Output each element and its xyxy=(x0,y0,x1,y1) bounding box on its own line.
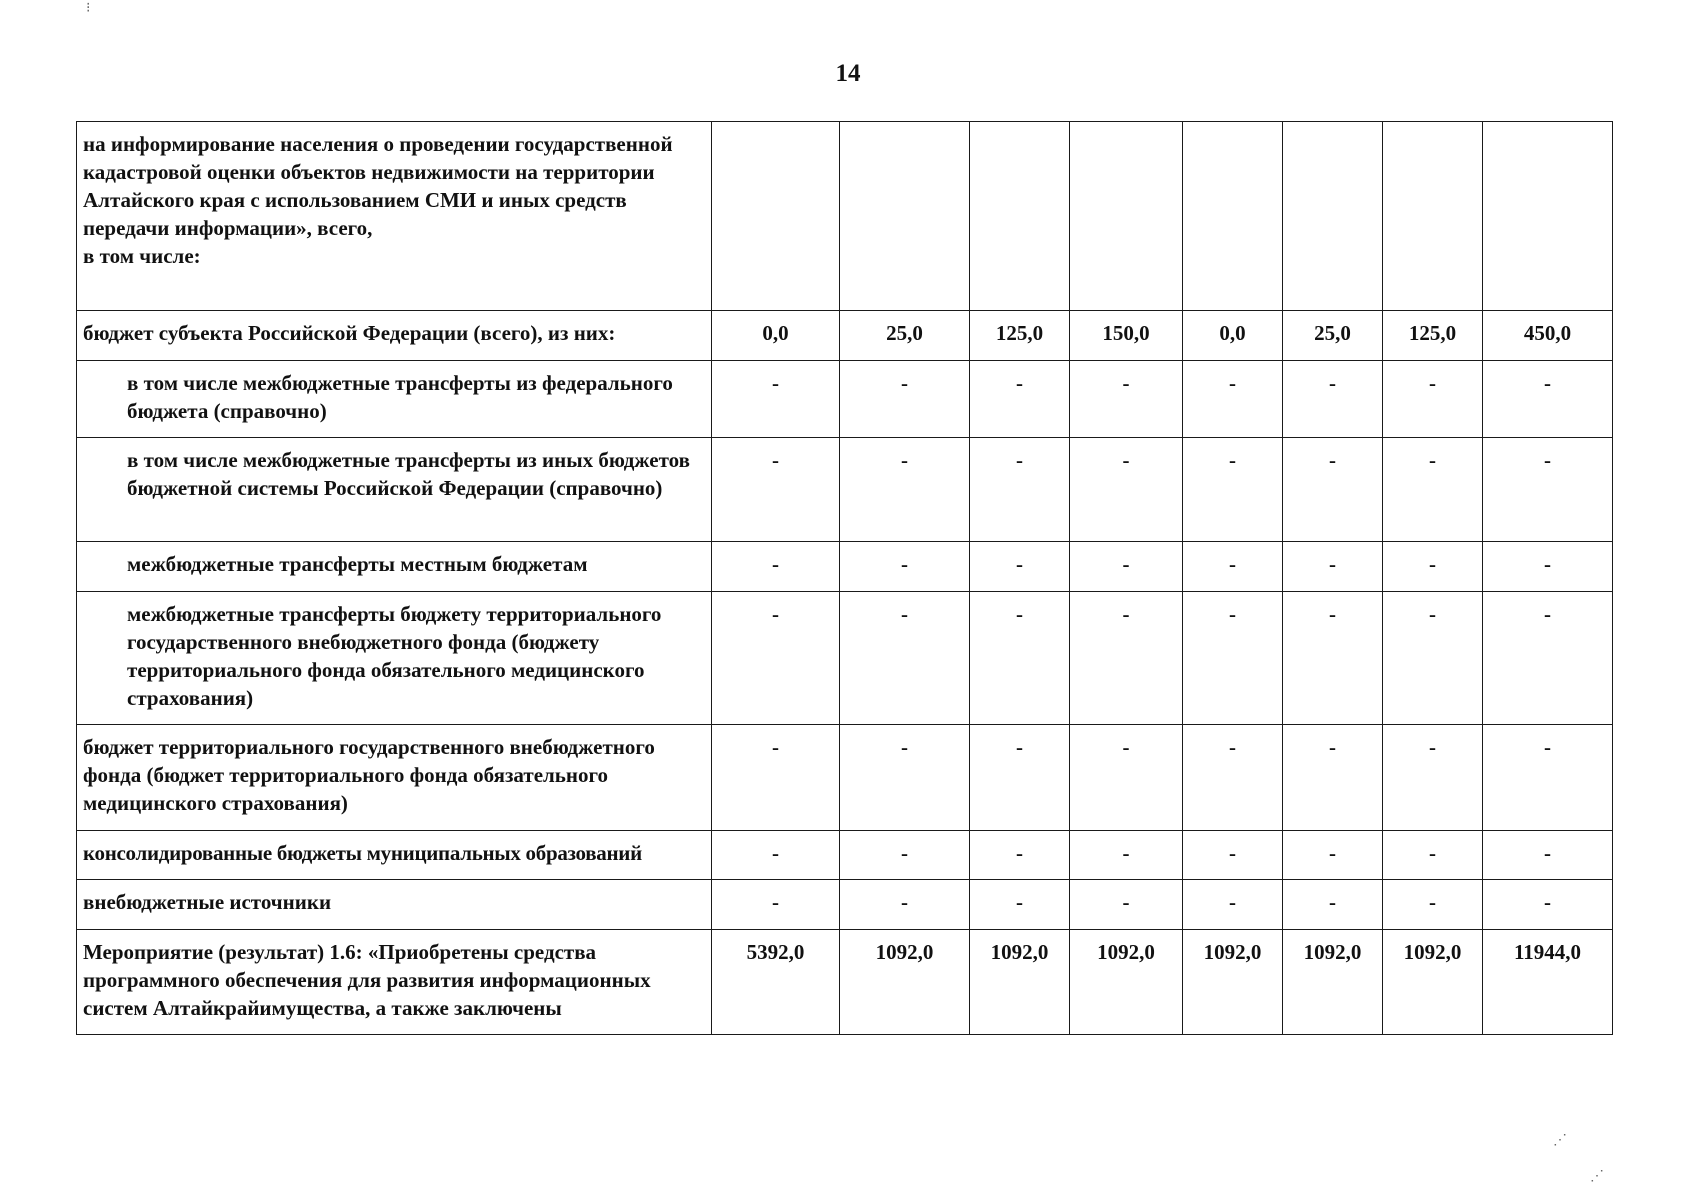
value-cell: 5392,0 xyxy=(712,930,840,1035)
row-label: бюджет субъекта Российской Федерации (всего), из них: xyxy=(77,311,712,361)
value-cell: 1092,0 xyxy=(970,930,1070,1035)
value-cell: - xyxy=(712,592,840,725)
value-cell: - xyxy=(1070,831,1183,880)
scan-speck: ⋰ xyxy=(1590,1169,1604,1184)
value-cell: - xyxy=(1183,361,1283,438)
value-cell: - xyxy=(840,438,970,542)
value-cell: - xyxy=(840,542,970,592)
value-cell: - xyxy=(970,725,1070,831)
value-cell: - xyxy=(1483,361,1613,438)
row-label: в том числе межбюджетные трансферты из федерального бюджета (справочно) xyxy=(77,361,712,438)
table-row xyxy=(77,831,1613,880)
value-cell: - xyxy=(970,542,1070,592)
value-cell: 125,0 xyxy=(1383,311,1483,361)
value-cell: - xyxy=(1383,592,1483,725)
value-cell: 0,0 xyxy=(712,311,840,361)
value-cell: 1092,0 xyxy=(1070,930,1183,1035)
row-label: межбюджетные трансферты местным бюджетам xyxy=(77,542,712,592)
value-cell: - xyxy=(1070,880,1183,930)
value-cell: - xyxy=(840,361,970,438)
value-cell: - xyxy=(712,361,840,438)
value-cell: - xyxy=(1383,725,1483,831)
value-cell: 150,0 xyxy=(1070,311,1183,361)
value-cell: - xyxy=(1283,542,1383,592)
value-cell: - xyxy=(712,831,840,880)
value-cell: 1092,0 xyxy=(1183,930,1283,1035)
value-cell xyxy=(970,122,1070,311)
value-cell: - xyxy=(1070,542,1183,592)
scan-speck: ⁝ xyxy=(86,1,91,16)
value-cell: - xyxy=(1483,542,1613,592)
scan-speck: ⋰ xyxy=(1553,1133,1567,1148)
value-cell: 125,0 xyxy=(970,311,1070,361)
row-label: бюджет территориального государственного внебюджетного фонда (бюджет территориального фонда обязательного медицинского страхования) xyxy=(77,725,712,831)
value-cell: - xyxy=(1283,831,1383,880)
table-row xyxy=(77,930,1613,1035)
value-cell: - xyxy=(1283,592,1383,725)
value-cell: - xyxy=(1070,361,1183,438)
table-row xyxy=(77,880,1613,930)
value-cell: - xyxy=(970,592,1070,725)
table-row xyxy=(77,725,1613,831)
value-cell: - xyxy=(1283,361,1383,438)
table-row xyxy=(77,438,1613,542)
value-cell: 25,0 xyxy=(1283,311,1383,361)
value-cell: - xyxy=(1183,542,1283,592)
value-cell: - xyxy=(970,361,1070,438)
value-cell: - xyxy=(1283,880,1383,930)
row-label: внебюджетные источники xyxy=(77,880,712,930)
row-label: на информирование населения о проведении государственной кадастровой оценки объектов недвижимости на территории Алтайского края с использованием СМИ и иных средств передачи информации», всего, в том числе: xyxy=(77,122,712,311)
table-row xyxy=(77,542,1613,592)
value-cell: - xyxy=(712,880,840,930)
value-cell: 450,0 xyxy=(1483,311,1613,361)
value-cell: - xyxy=(712,542,840,592)
row-label: межбюджетные трансферты бюджету территориального государственного внебюджетного фонда (бюджету территориального фонда обязательного медицинского страхования) xyxy=(77,592,712,725)
value-cell: - xyxy=(970,438,1070,542)
value-cell: 25,0 xyxy=(840,311,970,361)
value-cell: - xyxy=(1070,438,1183,542)
table-row xyxy=(77,361,1613,438)
value-cell: - xyxy=(1483,725,1613,831)
value-cell: - xyxy=(1283,438,1383,542)
value-cell xyxy=(840,122,970,311)
value-cell: - xyxy=(1383,880,1483,930)
value-cell: - xyxy=(1383,438,1483,542)
value-cell: - xyxy=(970,880,1070,930)
value-cell: - xyxy=(1283,725,1383,831)
value-cell: - xyxy=(1383,542,1483,592)
value-cell: - xyxy=(1183,880,1283,930)
value-cell: - xyxy=(1483,831,1613,880)
value-cell: - xyxy=(970,831,1070,880)
value-cell: - xyxy=(1383,831,1483,880)
value-cell: - xyxy=(1183,725,1283,831)
page-number: 14 xyxy=(835,60,861,87)
value-cell: - xyxy=(1070,592,1183,725)
value-cell: - xyxy=(1183,438,1283,542)
value-cell: 1092,0 xyxy=(840,930,970,1035)
value-cell: 1092,0 xyxy=(1283,930,1383,1035)
table-row xyxy=(77,122,1613,311)
table-row xyxy=(77,311,1613,361)
budget-table xyxy=(76,121,1613,1035)
value-cell: - xyxy=(1183,592,1283,725)
row-label: консолидированные бюджеты муниципальных образований xyxy=(77,831,712,880)
table-row xyxy=(77,592,1613,725)
value-cell xyxy=(1070,122,1183,311)
value-cell: - xyxy=(1483,438,1613,542)
value-cell xyxy=(1283,122,1383,311)
value-cell xyxy=(1483,122,1613,311)
value-cell xyxy=(1383,122,1483,311)
value-cell: - xyxy=(1183,831,1283,880)
value-cell: - xyxy=(840,725,970,831)
value-cell: 11944,0 xyxy=(1483,930,1613,1035)
value-cell: 0,0 xyxy=(1183,311,1283,361)
value-cell: - xyxy=(712,725,840,831)
value-cell: - xyxy=(840,592,970,725)
value-cell: - xyxy=(840,880,970,930)
value-cell: - xyxy=(1383,361,1483,438)
row-label: Мероприятие (результат) 1.6: «Приобретены средства программного обеспечения для развития информационных систем Алтайкрайимущества, а также заключены xyxy=(77,930,712,1035)
value-cell: - xyxy=(1483,880,1613,930)
value-cell: - xyxy=(1483,592,1613,725)
row-label: в том числе межбюджетные трансферты из иных бюджетов бюджетной системы Российской Федерации (справочно) xyxy=(77,438,712,542)
value-cell: - xyxy=(840,831,970,880)
value-cell xyxy=(1183,122,1283,311)
value-cell: - xyxy=(1070,725,1183,831)
value-cell xyxy=(712,122,840,311)
value-cell: 1092,0 xyxy=(1383,930,1483,1035)
value-cell: - xyxy=(712,438,840,542)
